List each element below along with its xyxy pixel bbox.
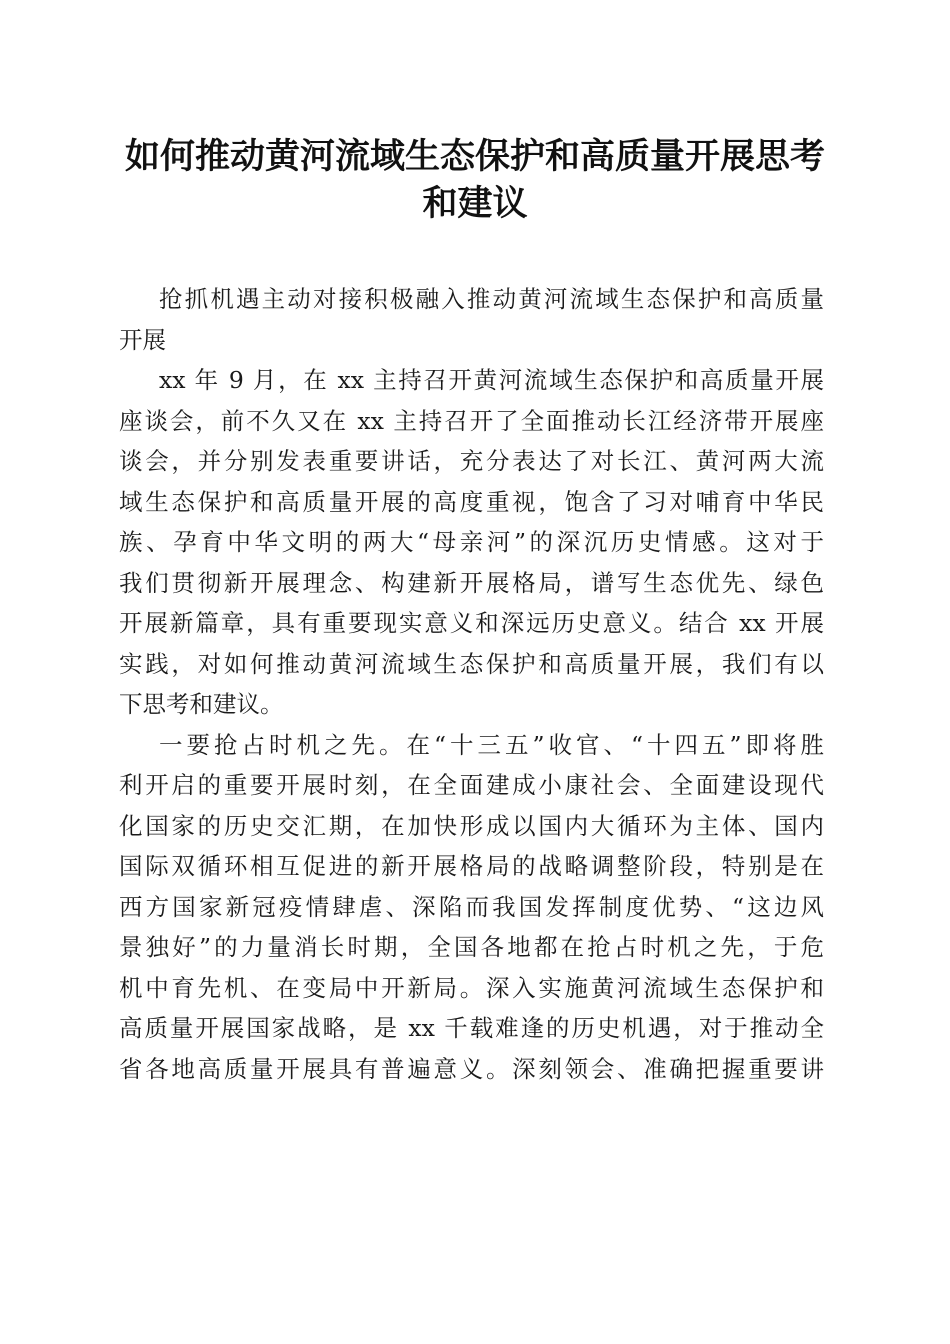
- text-line: 利开启的重要开展时刻，在全面建成小康社会、全面建设现代: [119, 771, 824, 799]
- title-line-1: 如何推动黄河流域生态保护和高质量开展思考: [124, 136, 825, 177]
- paragraph-1: [119, 279, 824, 360]
- text-line: 谈会，并分别发表重要讲话，充分表达了对长江、黄河两大流: [119, 447, 824, 475]
- document-title: [110, 133, 840, 227]
- paragraph-2: [119, 360, 824, 725]
- text-line: 景独好”的力量消长时期，全国各地都在抢占时机之先，于危: [119, 933, 824, 961]
- text-line: 开展: [119, 325, 166, 354]
- title-line-2: 和建议: [422, 183, 528, 224]
- text-line: 国际双循环相互促进的新开展格局的战略调整阶段，特别是在: [119, 852, 824, 880]
- text-line: 开展新篇章，具有重要现实意义和深远历史意义。结合 xx 开展: [119, 609, 824, 637]
- text-line: 化国家的历史交汇期，在加快形成以国内大循环为主体、国内: [119, 811, 824, 840]
- text-line: 机中育先机、在变局中开新局。深入实施黄河流域生态保护和: [119, 973, 824, 1002]
- text-line: 实践，对如何推动黄河流域生态保护和高质量开展，我们有以: [119, 649, 824, 678]
- paragraph-3: [119, 725, 824, 1090]
- text-line: 省各地高质量开展具有普遍意义。深刻领会、准确把握重要讲: [119, 1054, 824, 1083]
- text-line: 我们贯彻新开展理念、构建新开展格局，谱写生态优先、绿色: [119, 568, 824, 597]
- text-line: 域生态保护和高质量开展的高度重视，饱含了习对哺育中华民: [119, 487, 824, 516]
- text-line: 西方国家新冠疫情肆虐、深陷而我国发挥制度优势、“这边风: [119, 892, 824, 921]
- text-line: 抢抓机遇主动对接积极融入推动黄河流域生态保护和高质量: [159, 285, 824, 313]
- document-body: [119, 279, 824, 1089]
- text-line: 下思考和建议。: [119, 690, 284, 718]
- text-line: 座谈会，前不久又在 xx 主持召开了全面推动长江经济带开展座: [119, 406, 824, 435]
- text-line: 一要抢占时机之先。在“十三五”收官、“十四五”即将胜: [159, 730, 824, 759]
- text-line: 高质量开展国家战略，是 xx 千载难逢的历史机遇，对于推动全: [119, 1014, 824, 1042]
- text-line: xx 年 9 月，在 xx 主持召开黄河流域生态保护和高质量开展: [159, 366, 824, 394]
- text-line: 族、孕育中华文明的两大“母亲河”的深沉历史情感。这对于: [119, 528, 824, 556]
